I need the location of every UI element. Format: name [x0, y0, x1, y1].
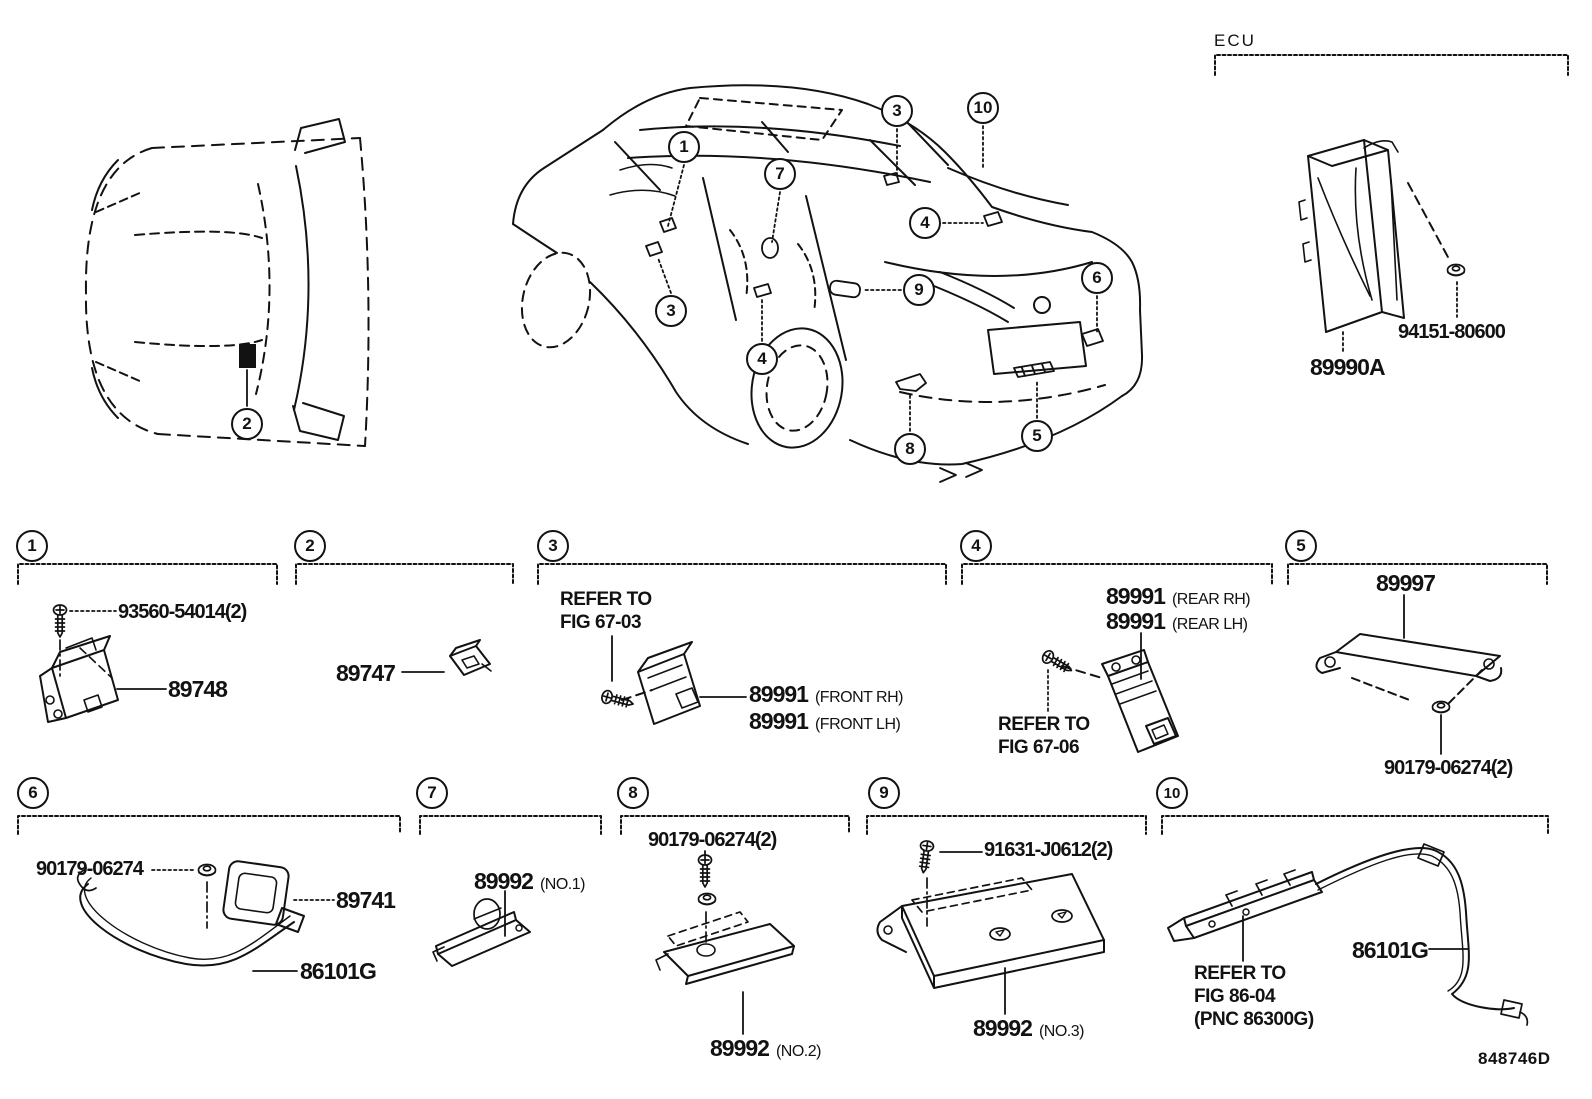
section3-part-drawing — [600, 642, 700, 724]
part-number-89991-rear-rh — [1106, 583, 1250, 610]
ecu-drawing — [1215, 55, 1568, 351]
part-number-89991-front-rh — [749, 681, 903, 708]
callout-6 — [1081, 262, 1113, 294]
part-number-93560-54014: 93560-54014(2) — [118, 601, 247, 623]
ecu-bracket — [1215, 55, 1568, 75]
part-number-86101G-s10: 86101G — [1352, 937, 1428, 963]
part-number: 89991 — [1106, 583, 1165, 609]
refer-note-line3: (PNC 86300G) — [1194, 1009, 1314, 1030]
section1-part-drawing — [40, 605, 118, 722]
part-note: (REAR RH) — [1171, 591, 1251, 608]
part-number-90179-06274-s6: 90179-06274 — [36, 858, 143, 880]
part-number-89992-no2 — [710, 1035, 821, 1062]
callout-5 — [1021, 420, 1053, 452]
section8-part-drawing — [656, 855, 794, 984]
callout-number: 2 — [242, 414, 252, 433]
callout-number: 3 — [892, 101, 902, 120]
callout-number: 9 — [914, 280, 924, 299]
part-location-marker — [239, 344, 256, 368]
callout-number: 8 — [628, 783, 638, 802]
part-note: (REAR LH) — [1171, 616, 1248, 633]
part-number-89992-no3 — [973, 1015, 1084, 1042]
callout-4-bottom — [746, 343, 778, 375]
callout-2 — [231, 408, 263, 440]
part-number-89748: 89748 — [168, 676, 227, 702]
front-view-car-drawing — [86, 119, 369, 446]
part-number-89991-front-lh — [749, 708, 900, 735]
refer-note-line1: REFER TO — [1194, 963, 1286, 984]
sedan-callout-part-markers — [646, 173, 1103, 391]
section-10-callout — [1156, 777, 1188, 809]
section-4-callout — [960, 530, 992, 562]
callout-number: 6 — [1092, 268, 1102, 287]
part-number-89741: 89741 — [336, 887, 395, 913]
part-number: 89992 — [474, 868, 533, 894]
part-note: (FRONT LH) — [814, 716, 901, 733]
section7-part-drawing — [433, 899, 530, 966]
section2-part-drawing — [450, 640, 491, 675]
part-number-89990A: 89990A — [1310, 354, 1385, 380]
callout-number: 5 — [1032, 426, 1042, 445]
callout-number: 2 — [305, 536, 315, 555]
callout-number: 5 — [1296, 536, 1306, 555]
part-number-90179-06274-s8: 90179-06274(2) — [648, 829, 777, 851]
part-number: 89992 — [710, 1035, 769, 1061]
callout-number: 8 — [905, 439, 915, 458]
callout-number: 7 — [427, 783, 437, 802]
callout-10 — [967, 92, 999, 124]
callout-number: 7 — [775, 164, 785, 183]
section-1-callout — [16, 530, 48, 562]
callout-7 — [764, 158, 796, 190]
part-number-86101G-s6: 86101G — [300, 958, 376, 984]
part-number-94151-80600: 94151-80600 — [1398, 321, 1505, 343]
part-number-89991-rear-lh — [1106, 608, 1247, 635]
callout-number: 3 — [666, 301, 676, 320]
callout-number: 1 — [27, 536, 37, 555]
callout-number: 1 — [679, 137, 689, 156]
section-3-callout — [537, 530, 569, 562]
refer-note-line2: FIG 86-04 — [1194, 986, 1276, 1007]
section-8-callout — [617, 777, 649, 809]
part-number: 89991 — [749, 681, 808, 707]
part-number: 89992 — [973, 1015, 1032, 1041]
callout-number: 10 — [1163, 784, 1181, 802]
section-7-callout — [416, 777, 448, 809]
part-note: (FRONT RH) — [814, 689, 903, 706]
refer-note-line2: FIG 67-06 — [998, 737, 1080, 758]
callout-number: 6 — [28, 783, 38, 802]
callout-number: 4 — [757, 349, 767, 368]
section5-part-drawing — [1316, 634, 1501, 713]
part-number-90179-06274-s5: 90179-06274(2) — [1384, 757, 1513, 779]
part-number-89997: 89997 — [1376, 570, 1435, 596]
callout-9 — [903, 274, 935, 306]
callout-4-right — [909, 207, 941, 239]
section-5-callout — [1285, 530, 1317, 562]
part-number: 89991 — [1106, 608, 1165, 634]
section-2-callout — [294, 530, 326, 562]
callout-number: 4 — [920, 213, 930, 232]
refer-note-line1: REFER TO — [998, 714, 1090, 735]
ecu-section-title: ECU — [1214, 31, 1256, 50]
section-6-callout — [17, 777, 49, 809]
part-number-89992-no1 — [474, 868, 585, 895]
callout-number: 4 — [971, 536, 981, 555]
part-note: (NO.3) — [1038, 1023, 1084, 1040]
part-number: 89991 — [749, 708, 808, 734]
callout-number: 10 — [973, 98, 993, 117]
callout-number: 3 — [548, 536, 558, 555]
section-9-callout — [868, 777, 900, 809]
part-number-89747: 89747 — [336, 660, 395, 686]
figure-code: 848746D — [1478, 1049, 1551, 1068]
refer-note-line2: FIG 67-03 — [560, 612, 642, 633]
refer-note-line1: REFER TO — [560, 589, 652, 610]
part-note: (NO.2) — [775, 1043, 821, 1060]
part-number-91631-J0612: 91631-J0612(2) — [984, 839, 1113, 861]
part-note: (NO.1) — [539, 876, 585, 893]
callout-1 — [668, 131, 700, 163]
section9-part-drawing — [877, 840, 1104, 988]
callout-number: 9 — [879, 783, 889, 802]
callout-3-left — [655, 295, 687, 327]
sedan-car-drawing — [512, 85, 1142, 482]
callout-8 — [894, 433, 926, 465]
callout-3-top — [881, 95, 913, 127]
